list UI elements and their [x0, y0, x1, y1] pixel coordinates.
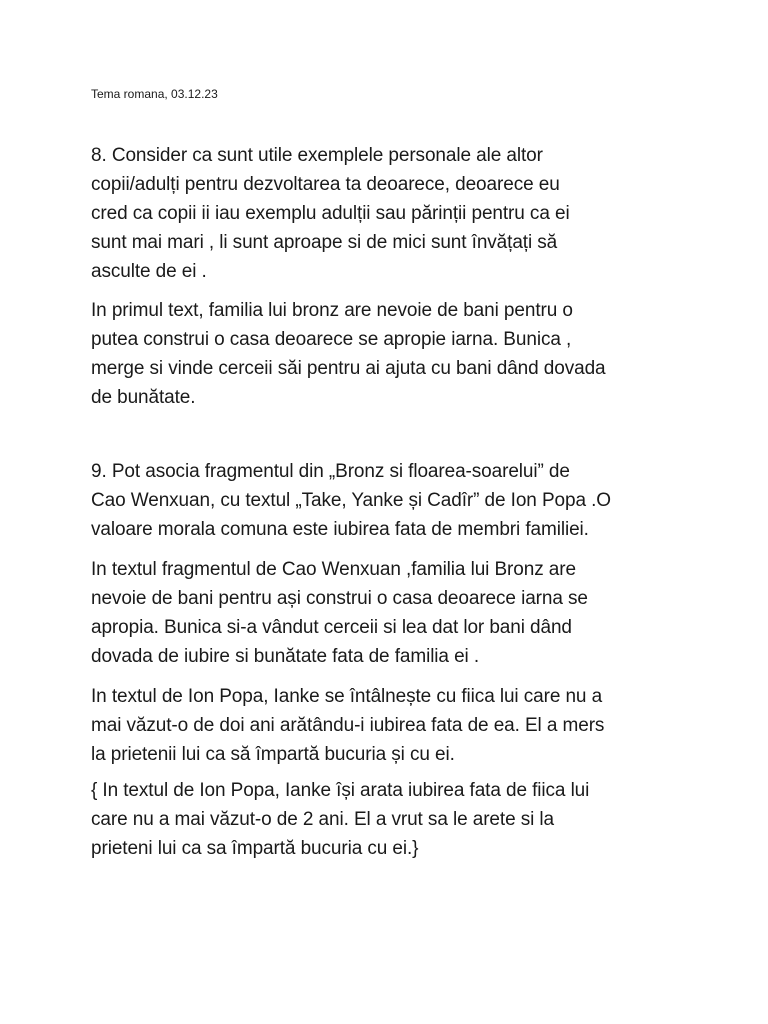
text-line: nevoie de bani pentru ași construi o casa deoarece iarna se — [91, 588, 588, 609]
text-line: apropia. Bunica si-a vândut cerceii si lea dat lor bani dând — [91, 617, 572, 638]
text-line: sunt mai mari , li sunt aproape si de mici sunt învățați să — [91, 232, 558, 253]
text-line: In primul text, familia lui bronz are nevoie de bani pentru o — [91, 300, 573, 321]
text-line: cred ca copii ii iau exemplu adulții sau părinții pentru ca ei — [91, 203, 570, 224]
text-line: care nu a mai văzut-o de 2 ani. El a vrut sa le arete si la — [91, 809, 555, 830]
paragraph-cao-wenxuan — [91, 555, 691, 671]
paragraph-ion-popa-alternate — [91, 776, 691, 863]
paragraph-ion-popa — [91, 682, 691, 769]
text-line: mai văzut-o de doi ani arătându-i iubirea fata de ea. El a mers — [91, 715, 605, 736]
text-line: In textul fragmentul de Cao Wenxuan ,familia lui Bronz are — [91, 559, 576, 580]
document-header: Tema romana, 03.12.23 — [91, 87, 218, 101]
text-line: putea construi o casa deoarece se apropie iarna. Bunica , — [91, 329, 572, 350]
text-line: 8. Consider ca sunt utile exemplele personale ale altor — [91, 145, 543, 166]
text-line: la prietenii lui ca să împartă bucuria și cu ei. — [91, 744, 455, 765]
text-line: asculte de ei . — [91, 261, 207, 282]
paragraph-first-text — [91, 296, 691, 412]
text-line: prieteni lui ca sa împartă bucuria cu ei.} — [91, 838, 419, 859]
text-line: de bunătate. — [91, 387, 196, 408]
text-line: In textul de Ion Popa, Ianke se întâlnește cu fiica lui care nu a — [91, 686, 603, 707]
text-line: { In textul de Ion Popa, Ianke își arata iubirea fata de fiica lui — [91, 780, 590, 801]
text-line: 9. Pot asocia fragmentul din „Bronz si floarea-soarelui” de — [91, 461, 570, 482]
text-line: valoare morala comuna este iubirea fata de membri familiei. — [91, 519, 589, 540]
text-line: copii/adulți pentru dezvoltarea ta deoarece, deoarece eu — [91, 174, 560, 195]
text-line: Cao Wenxuan, cu textul „Take, Yanke și Cadîr” de Ion Popa .O — [91, 490, 611, 511]
paragraph-answer-9 — [91, 457, 691, 544]
text-line: merge si vinde cerceii săi pentru ai ajuta cu bani dând dovada — [91, 358, 606, 379]
text-line: dovada de iubire si bunătate fata de familia ei . — [91, 646, 480, 667]
paragraph-answer-8 — [91, 141, 691, 286]
